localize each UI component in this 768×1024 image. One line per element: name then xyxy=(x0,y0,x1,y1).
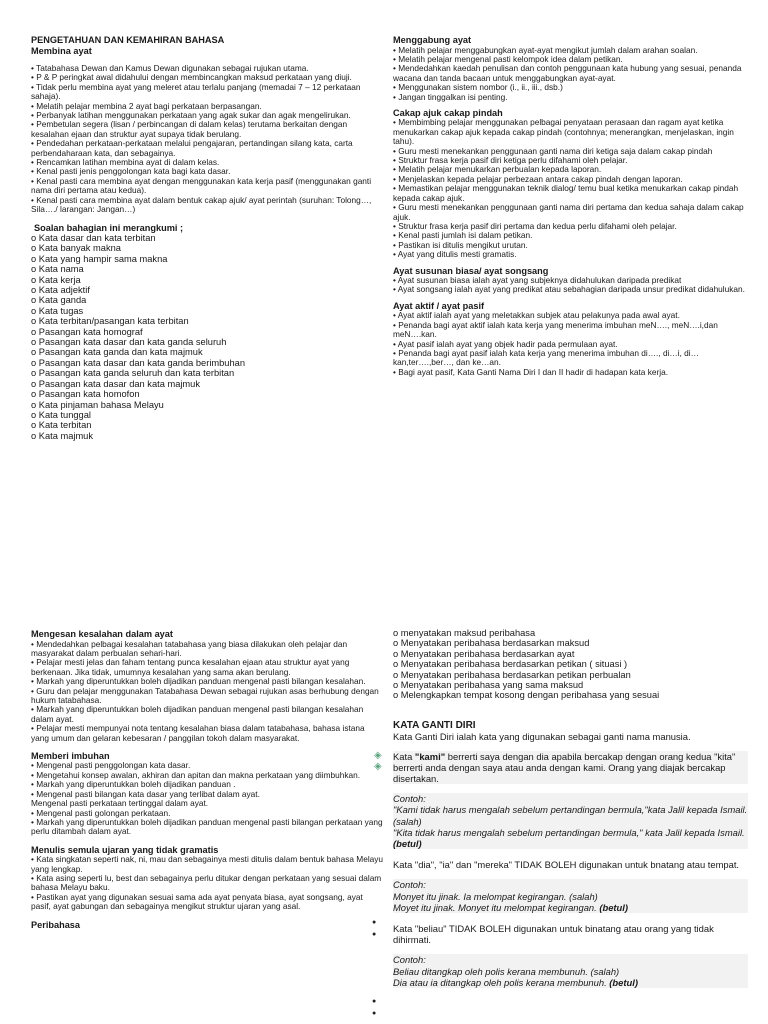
list-item: • P & P peringkat awal didahului dengan membincangkan maksud perkataan yang diuji. xyxy=(31,72,352,83)
list-item: • Rencamkan latihan membina ayat di dalam kelas. xyxy=(31,157,220,168)
list-item: • Markah yang diperuntukkan boleh dijadikan panduan mengenal pasti bilangan kesalahan dalam ayat. xyxy=(31,704,364,724)
diamond-bullet-icon: ◈ xyxy=(374,761,382,772)
list-item: Mengenal pasti perkataan tertinggal dalam ayat. xyxy=(31,798,209,809)
list-item: o Kata yang hampir sama makna xyxy=(31,253,168,264)
list-item: • Markah yang diperuntukkan boleh dijadikan panduan . xyxy=(31,779,236,790)
page1-left-column xyxy=(31,35,386,441)
menulis-semula-list xyxy=(31,855,384,911)
section-title-memberi-imbuhan: Memberi imbuhan xyxy=(31,750,110,761)
dot-bullet-icon: ● xyxy=(372,919,377,926)
list-item: o Menyatakan peribahasa berdasarkan petikan perbualan xyxy=(393,669,631,680)
ayat-aktif-pasif-list xyxy=(393,311,745,377)
list-item: • Mendedahkan kaedah penulisan dan contoh penggunaan kata hubung yang sesuai, penanda wacana dan tanda bacaan untuk menggabungkan ayat-ayat. xyxy=(393,63,742,83)
section-title-soalan: Soalan bahagian ini merangkumi ; xyxy=(34,222,184,233)
beliau-note: Kata "beliau" TIDAK BOLEH digunakan untuk binatang atau orang yang tidak dihirmati. xyxy=(393,922,714,946)
list-item: • Pelajar mesti jelas dan faham tentang punca kesalahan ejaan atau struktur ayat yang berkenaan. Jika tidak, umumnya kesalahan yang sama akan berulang. xyxy=(31,657,350,677)
contoh-label: Contoh: xyxy=(393,954,426,966)
list-item: • Ayat aktif ialah ayat yang meletakkan subjek atau pelakunya pada awal ayat. xyxy=(393,310,680,321)
doc-title: PENGETAHUAN DAN KEMAHIRAN BAHASA xyxy=(31,35,225,45)
list-item: • Membimbing pelajar menggunakan pelbagai penyataan perasaan dan ragam ayat ketika menukarkan cakap ajuk kepada cakap pindah (contohnya; menerangkan, menjelaskan, ingin tahu). xyxy=(393,117,734,147)
example-box-2 xyxy=(393,879,748,913)
list-item: • Perbanyak latihan menggunakan perkataan yang agak sukar dan agak mengelirukan. xyxy=(31,110,351,121)
list-item: • Melatih pelajar menukarkan perbualan kepada laporan. xyxy=(393,164,602,175)
list-item: • Kenal pasti cara membina ayat dengan menggunakan kata kerja pasif (menggunakan ganti nama diri pertama atau kedua). xyxy=(31,175,372,196)
list-item: o Kata banyak makna xyxy=(31,243,121,254)
list-item: o Pasangan kata ganda seluruh dan kata terbitan xyxy=(31,368,235,379)
dia-ia-mereka-note: Kata "dia", "ia" dan "mereka" TIDAK BOLEH digunakan untuk bnatang atau tempat. xyxy=(393,859,740,871)
list-item: o Kata dasar dan kata terbitan xyxy=(31,233,156,243)
list-item: • Melatih pelajar menggabungkan ayat-ayat mengikut jumlah dalam arahan soalan. xyxy=(393,44,698,55)
list-item: • Mendedahkan pelbagai kesalahan tatabahasa yang biasa dilakukan oleh pelajar dan masyarakat dalam perbualan sehari-hari. xyxy=(31,638,348,658)
example-salah: "Kami tidak harus mengalah sebelum pertandingan bermula,"kata Jalil kepada Ismail. (salah) xyxy=(393,804,748,827)
example-betul: Moyet itu jinak. Monyet itu melompat kegirangan. (betul) xyxy=(393,901,628,913)
list-item: o Pasangan kata homofon xyxy=(31,389,140,400)
list-item: • Ayat songsang ialah ayat yang predikat atau sebahagian daripada unsur predikat didahulukan. xyxy=(393,284,745,295)
dot-bullet-icon: ● xyxy=(372,931,377,938)
section-title-mengesan-kesalahan: Mengesan kesalahan dalam ayat xyxy=(31,629,173,639)
list-item: o Melengkapkan tempat kosong dengan peribahasa yang sesuai xyxy=(393,690,660,701)
ayat-susunan-list xyxy=(393,276,745,295)
example-salah: Monyet itu jinak. Ia melompat kegirangan. (salah) xyxy=(393,890,598,902)
list-item: • Menggunakan sistem nombor (i., ii., iii., dsb.) xyxy=(393,82,563,93)
list-item: • Markah yang diperuntukkan boleh dijadikan panduan mengenal pasti bilangan perkataan yang perlu ditambah dalam ayat. xyxy=(31,816,383,837)
dot-bullet-icon: ● xyxy=(372,1010,377,1017)
section-title-peribahasa: Peribahasa xyxy=(31,919,81,930)
peribahasa-list xyxy=(393,628,748,701)
soalan-list xyxy=(31,233,386,441)
list-item: o Kata kerja xyxy=(31,274,81,285)
memberi-imbuhan-list xyxy=(31,761,384,836)
list-item: • Penanda bagi ayat aktif ialah kata kerja yang menerima imbuhan meN…., meN….i,dan meN….kan. xyxy=(393,319,718,340)
list-item: • Struktur frasa kerja pasif diri ketiga perlu difahami oleh pelajar. xyxy=(393,155,628,166)
list-item: o Kata terbitan xyxy=(31,420,92,431)
menggabung-ayat-list xyxy=(393,46,745,102)
list-item: o Kata adjektif xyxy=(31,285,90,296)
list-item: • Melatih pelajar mengenal pasti kelompok idea dalam petikan. xyxy=(393,53,623,64)
section-title-ayat-susunan: Ayat susunan biasa/ ayat songsang xyxy=(393,265,549,276)
list-item: • Memastikan pelajar menggunakan teknik dialog/ temu bual ketika menukarkan cakap pindah kepada cakap ajuk. xyxy=(393,183,739,203)
list-item: • Mengenal pasti bilangan kata dasar yang terlibat dalam ayat. xyxy=(31,788,260,799)
list-item: o Menyatakan peribahasa berdasarkan maksud xyxy=(393,638,590,649)
section-title-cakap-ajuk: Cakap ajuk cakap pindah xyxy=(393,107,503,118)
mengesan-kesalahan-list xyxy=(31,640,384,743)
list-item: • Markah yang diperuntukkan boleh dijadikan panduan mengenal pasti bilangan kesalahan. xyxy=(31,676,366,687)
list-item: • Guru dan pelajar menggunakan Tatabahasa Dewan sebagai rujukan asas berhubung dengan hukum tatabahasa. xyxy=(31,685,379,705)
section-title-menggabung-ayat: Menggabung ayat xyxy=(393,35,472,45)
list-item: o Pasangan kata ganda dan kata majmuk xyxy=(31,347,203,358)
list-item: • Pelajar mesti mempunyai nota tentang kesalahan biasa dalam tatabahasa, bahasa istana yang umum dan gelaran kebesaran / panggilan tokoh dalam masyarakat. xyxy=(31,723,365,743)
example-betul: Dia atau ia ditangkap oleh polis kerana membunuh. (betul) xyxy=(393,976,638,988)
section-title-menulis-semula: Menulis semula ujaran yang tidak gramatis xyxy=(31,844,219,855)
example-box-3 xyxy=(393,954,748,988)
list-item: o Kata nama xyxy=(31,264,84,275)
list-item: • Pastikan ayat yang digunakan sesuai sama ada ayat penyata biasa, ayat songsang, ayat pasif, ayat gabungan dan sebagainya mengikut struktur ujaran yang asal. xyxy=(31,891,363,912)
list-item: o Kata tunggal xyxy=(31,409,91,420)
contoh-label: Contoh: xyxy=(393,879,426,891)
page2-right-column xyxy=(393,628,748,1024)
list-item: • Tidak perlu membina ayat yang meleret atau terlalu panjang (memadai 7 – 12 perkataan sahaja). xyxy=(31,81,361,102)
list-item: • Tatabahasa Dewan dan Kamus Dewan digunakan sebagai rujukan utama. xyxy=(31,63,309,73)
contoh-label: Contoh: xyxy=(393,793,426,805)
list-item: • Kenal pasti cara membina ayat dalam bentuk cakap ajuk/ ayat perintah (suruhan: Tolong…, Sila…./ larangan: Jangan…) xyxy=(31,194,372,215)
list-item: o Menyatakan peribahasa berdasarkan petikan ( situasi ) xyxy=(393,659,628,670)
list-item: • Mengenal pasti golongan perkataan. xyxy=(31,807,171,818)
list-item: o Pasangan kata dasar dan kata majmuk xyxy=(31,378,200,389)
list-item: o Menyatakan peribahasa berdasarkan ayat xyxy=(393,648,575,659)
list-item: • Guru mesti menekankan penggunaan ganti nama diri pertama dan kedua sahaja dalam cakap ajuk. xyxy=(393,202,744,222)
list-item: • Ayat pasif ialah ayat yang objek hadir pada permulaan ayat. xyxy=(393,338,618,349)
example-betul: "Kita tidak harus mengalah sebelum pertandingan bermula," kata Jalil kepada Ismail. (betul) xyxy=(393,826,745,849)
dot-bullet-icon: ● xyxy=(372,998,377,1005)
kami-kita-note: Kata "kami" berrerti saya dengan dia apabila bercakap dengan orang kedua "kita" berrerti anda dengan saya atau anda dengan kami. Orang yang diajak bercakap disertakan. xyxy=(393,751,748,785)
list-item: • Ayat susunan biasa ialah ayat yang subjeknya didahulukan daripada predikat xyxy=(393,275,682,286)
diamond-bullet-icon: ◈ xyxy=(374,750,382,761)
list-item: • Pendedahan perkataan-perkataan melalui pengajaran, pertandingan silang kata, carta perbendaharaan kata, dan sebagainya. xyxy=(31,138,353,158)
list-item: • Mengenal pasti penggolongan kata dasar. xyxy=(31,760,191,771)
list-item: • Guru mesti menekankan penggunaan ganti nama diri ketiga saja dalam cakap pindah xyxy=(393,145,713,156)
list-item: • Kenal pasti jenis penggolongan kata bagi kata dasar. xyxy=(31,166,231,177)
list-item: • Struktur frasa kerja pasif diri pertama dan kedua perlu difahami oleh pelajar. xyxy=(393,220,677,231)
list-item: o Pasangan kata homograf xyxy=(31,326,143,337)
list-item: • Bagi ayat pasif, Kata Ganti Nama Diri I dan II hadir di hadapan kata kerja. xyxy=(393,366,669,377)
list-item: • Kata singkatan seperti nak, ni, mau dan sebagainya mesti ditulis dalam bentuk bahasa Melayu yang lengkap. xyxy=(31,854,384,874)
list-item: • Mengetahui konsep awalan, akhiran dan apitan dan makna perkataan yang diimbuhkan. xyxy=(31,769,361,780)
list-item: o Kata terbitan/pasangan kata terbitan xyxy=(31,316,189,327)
kata-ganti-diri-intro: Kata Ganti Diri ialah kata yang digunakan sebagai ganti nama manusia. xyxy=(393,731,691,743)
list-item: o Kata majmuk xyxy=(31,430,94,441)
section-title-membina-ayat: Membina ayat xyxy=(31,45,92,56)
list-item: o Kata tugas xyxy=(31,305,84,316)
kami-keyword: "kami" xyxy=(414,750,446,762)
list-item: o Menyatakan peribahasa yang sama maksud xyxy=(393,680,584,691)
list-item: o Kata ganda xyxy=(31,295,87,306)
list-item: • Melatih pelajar membina 2 ayat bagi perkataan berpasangan. xyxy=(31,100,262,111)
list-item: o Kata pinjaman bahasa Melayu xyxy=(31,399,164,410)
page2-left-column xyxy=(31,629,384,1024)
list-item: • Pastikan isi ditulis mengikut urutan. xyxy=(393,239,528,250)
section-title-kata-ganti-diri: KATA GANTI DIRI xyxy=(393,719,476,731)
example-salah: Beliau ditangkap oleh polis kerana membunuh. (salah) xyxy=(393,965,620,977)
list-item: • Penanda bagi ayat pasif ialah kata kerja yang menerima imbuhan di…., di…i, di…kan,ter….,ber…, dan ke…an. xyxy=(393,347,699,368)
list-item: • Kenal pasti jumlah isi dalam petikan. xyxy=(393,230,533,241)
list-item: • Pembetulan segera (lisan / perbincangan di dalam kelas) terutama berkaitan dengan kesalahan ejaan dan struktur ayat supaya tidak berulang. xyxy=(31,119,348,139)
example-box-1 xyxy=(393,793,748,849)
section-title-ayat-aktif-pasif: Ayat aktif / ayat pasif xyxy=(393,300,485,311)
list-item: • Jangan tinggalkan isi penting. xyxy=(393,91,508,102)
membina-ayat-list xyxy=(31,64,386,215)
list-item: • Menjelaskan kepada pelajar perbezaan antara cakap pindah dengan laporan. xyxy=(393,173,683,184)
list-item: • Kata asing seperti lu, best dan sebagainya perlu ditukar dengan perkataan yang sesuai dalam bahasa Melayu baku. xyxy=(31,873,382,893)
list-item: o menyatakan maksud peribahasa xyxy=(393,628,536,638)
list-item: o Pasangan kata dasar dan kata ganda berimbuhan xyxy=(31,357,245,368)
page1-right-column xyxy=(393,35,745,377)
list-item: • Ayat yang ditulis mesti gramatis. xyxy=(393,249,517,260)
cakap-ajuk-list xyxy=(393,118,745,259)
list-item: o Pasangan kata dasar dan kata ganda seluruh xyxy=(31,337,227,348)
